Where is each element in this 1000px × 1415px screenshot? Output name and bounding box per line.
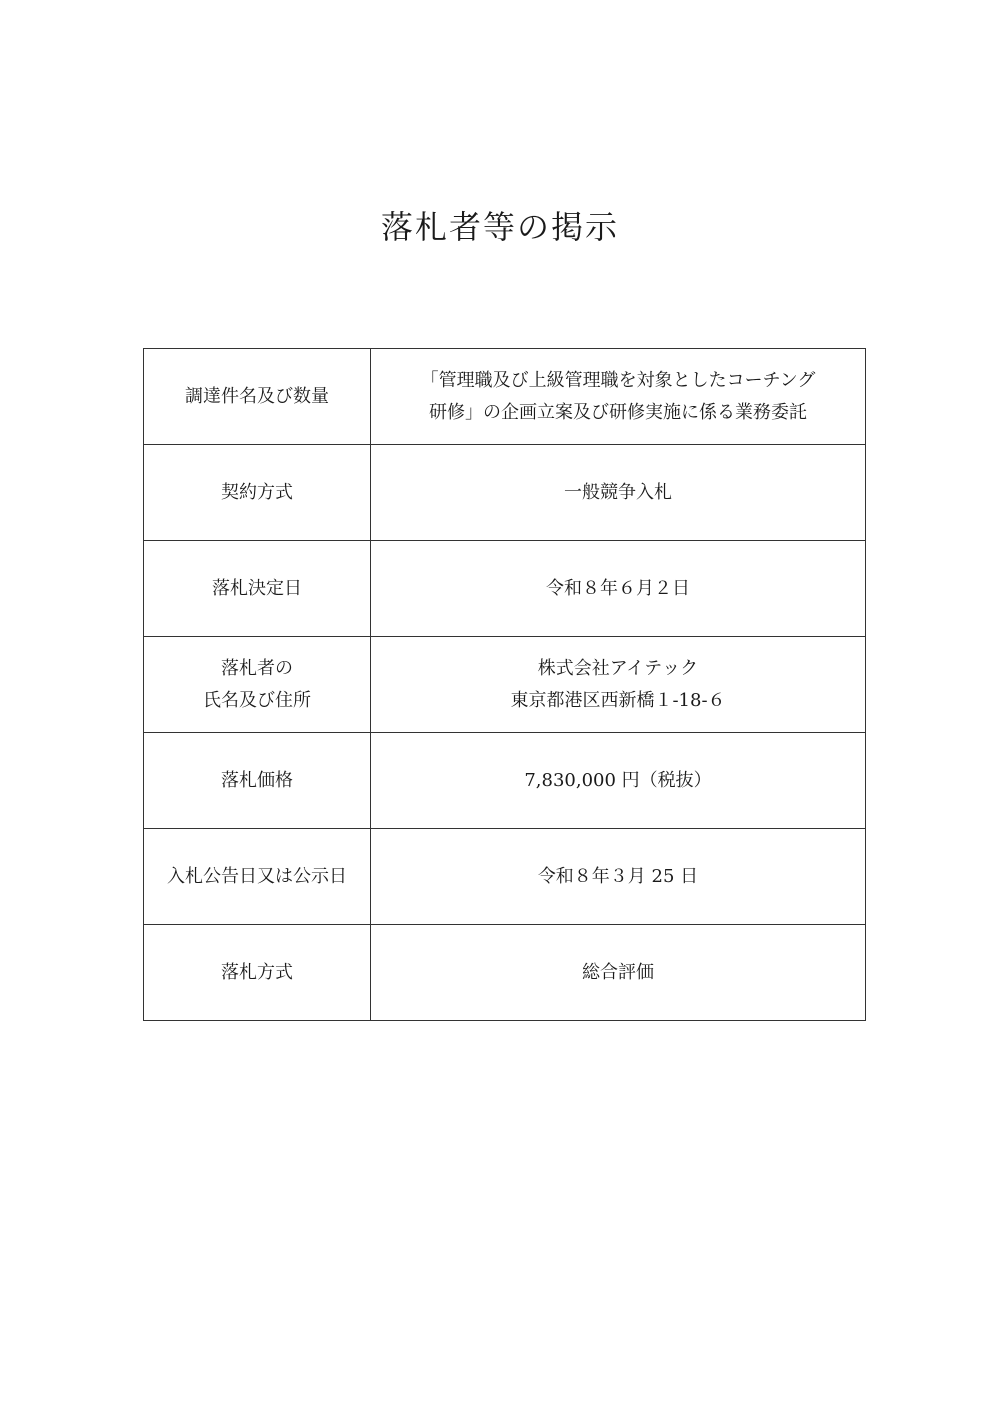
value-line: 一般競争入札 bbox=[564, 481, 672, 503]
label-line: 落札決定日 bbox=[212, 577, 302, 599]
label-winning-bidder bbox=[144, 637, 371, 733]
table-row-procurement-subject bbox=[144, 349, 866, 445]
value-announcement-date bbox=[371, 829, 866, 925]
value-winning-price bbox=[371, 733, 866, 829]
value-award-method bbox=[371, 925, 866, 1021]
value-line: 総合評価 bbox=[582, 961, 654, 983]
value-winning-bidder bbox=[371, 637, 866, 733]
value-award-date bbox=[371, 541, 866, 637]
value-line: 令和８年３月 25 日 bbox=[537, 865, 699, 887]
value-line: 研修」の企画立案及び研修実施に係る業務委託 bbox=[429, 401, 807, 423]
label-line: 調達件名及び数量 bbox=[185, 385, 329, 407]
value-line: 「管理職及び上級管理職を対象としたコーチング bbox=[420, 369, 816, 391]
label-winning-price bbox=[144, 733, 371, 829]
value-line: 東京都港区西新橋１-18-６ bbox=[510, 689, 726, 711]
value-procurement-subject bbox=[371, 349, 866, 445]
table-row-winning-price bbox=[144, 733, 866, 829]
label-line: 氏名及び住所 bbox=[203, 689, 311, 711]
label-announcement-date bbox=[144, 829, 371, 925]
value-line: 令和８年６月２日 bbox=[546, 577, 690, 599]
label-contract-method bbox=[144, 445, 371, 541]
value-contract-method bbox=[371, 445, 866, 541]
label-line: 落札価格 bbox=[221, 769, 293, 791]
label-line: 落札者の bbox=[221, 657, 293, 679]
label-award-method bbox=[144, 925, 371, 1021]
label-line: 落札方式 bbox=[221, 961, 293, 983]
label-procurement-subject bbox=[144, 349, 371, 445]
award-info-table bbox=[143, 348, 866, 1021]
label-line: 契約方式 bbox=[221, 481, 293, 503]
table-row-winning-bidder bbox=[144, 637, 866, 733]
table-row-contract-method bbox=[144, 445, 866, 541]
value-line: 株式会社アイテック bbox=[537, 657, 699, 679]
value-line: 7,830,000 円（税抜） bbox=[524, 769, 712, 791]
table-row-award-method bbox=[144, 925, 866, 1021]
page-title: 落札者等の掲示 bbox=[380, 208, 619, 246]
table-row-award-date bbox=[144, 541, 866, 637]
table-row-announcement-date bbox=[144, 829, 866, 925]
label-award-date bbox=[144, 541, 371, 637]
label-line: 入札公告日又は公示日 bbox=[167, 865, 347, 887]
